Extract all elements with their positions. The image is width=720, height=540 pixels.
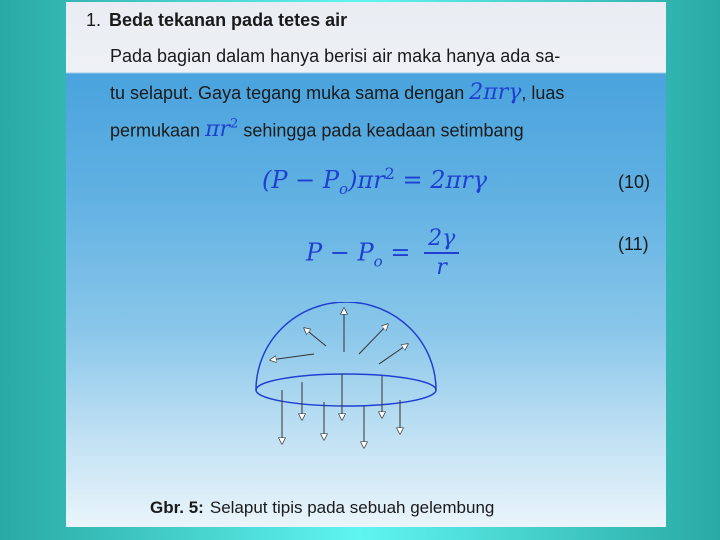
equation-10: $(P - P_o)\pi r^2 = 2\pi r\gamma$ — [262, 164, 488, 198]
bubble-base — [256, 374, 436, 406]
bubble-diagram — [254, 302, 454, 452]
caption-text: Selaput tipis pada sebuah gelembung — [209, 498, 495, 517]
figure-caption — [150, 498, 494, 518]
caption-label: Gbr. 5: — [150, 498, 204, 517]
heading-title: Beda tekanan pada tetes air — [109, 10, 348, 30]
equation-11-number: (11) — [618, 234, 649, 254]
line3-tail: sehingga pada keadaan setimbang — [243, 120, 524, 141]
line2-text: tu selaput. Gaya tegang muka sama dengan — [110, 83, 465, 103]
inline-math-area: $\pi r^2$ — [205, 117, 239, 143]
equation-10-number: (10) — [618, 172, 651, 192]
inline-math-force: 2πrγ — [469, 80, 522, 105]
fraction: $\frac{2\gamma}{r}$ — [424, 226, 459, 282]
line3-text: permukaan — [110, 120, 201, 141]
heading-number: 1. — [86, 10, 102, 30]
section-heading — [86, 10, 347, 31]
bubble-dome — [256, 302, 436, 390]
equation-11: $P - P_o$ = $\frac{2\gamma}{r}$ — [306, 226, 459, 282]
paragraph-line-1: Pada bagian dalam hanya berisi air maka hanya ada sa- — [110, 46, 561, 66]
slide — [66, 2, 666, 527]
paragraph-line-2 — [110, 80, 670, 105]
paragraph-line-3 — [110, 117, 670, 142]
line2-tail: , luas — [521, 83, 565, 103]
outward-arrows — [270, 308, 408, 364]
downward-arrows — [282, 374, 400, 448]
